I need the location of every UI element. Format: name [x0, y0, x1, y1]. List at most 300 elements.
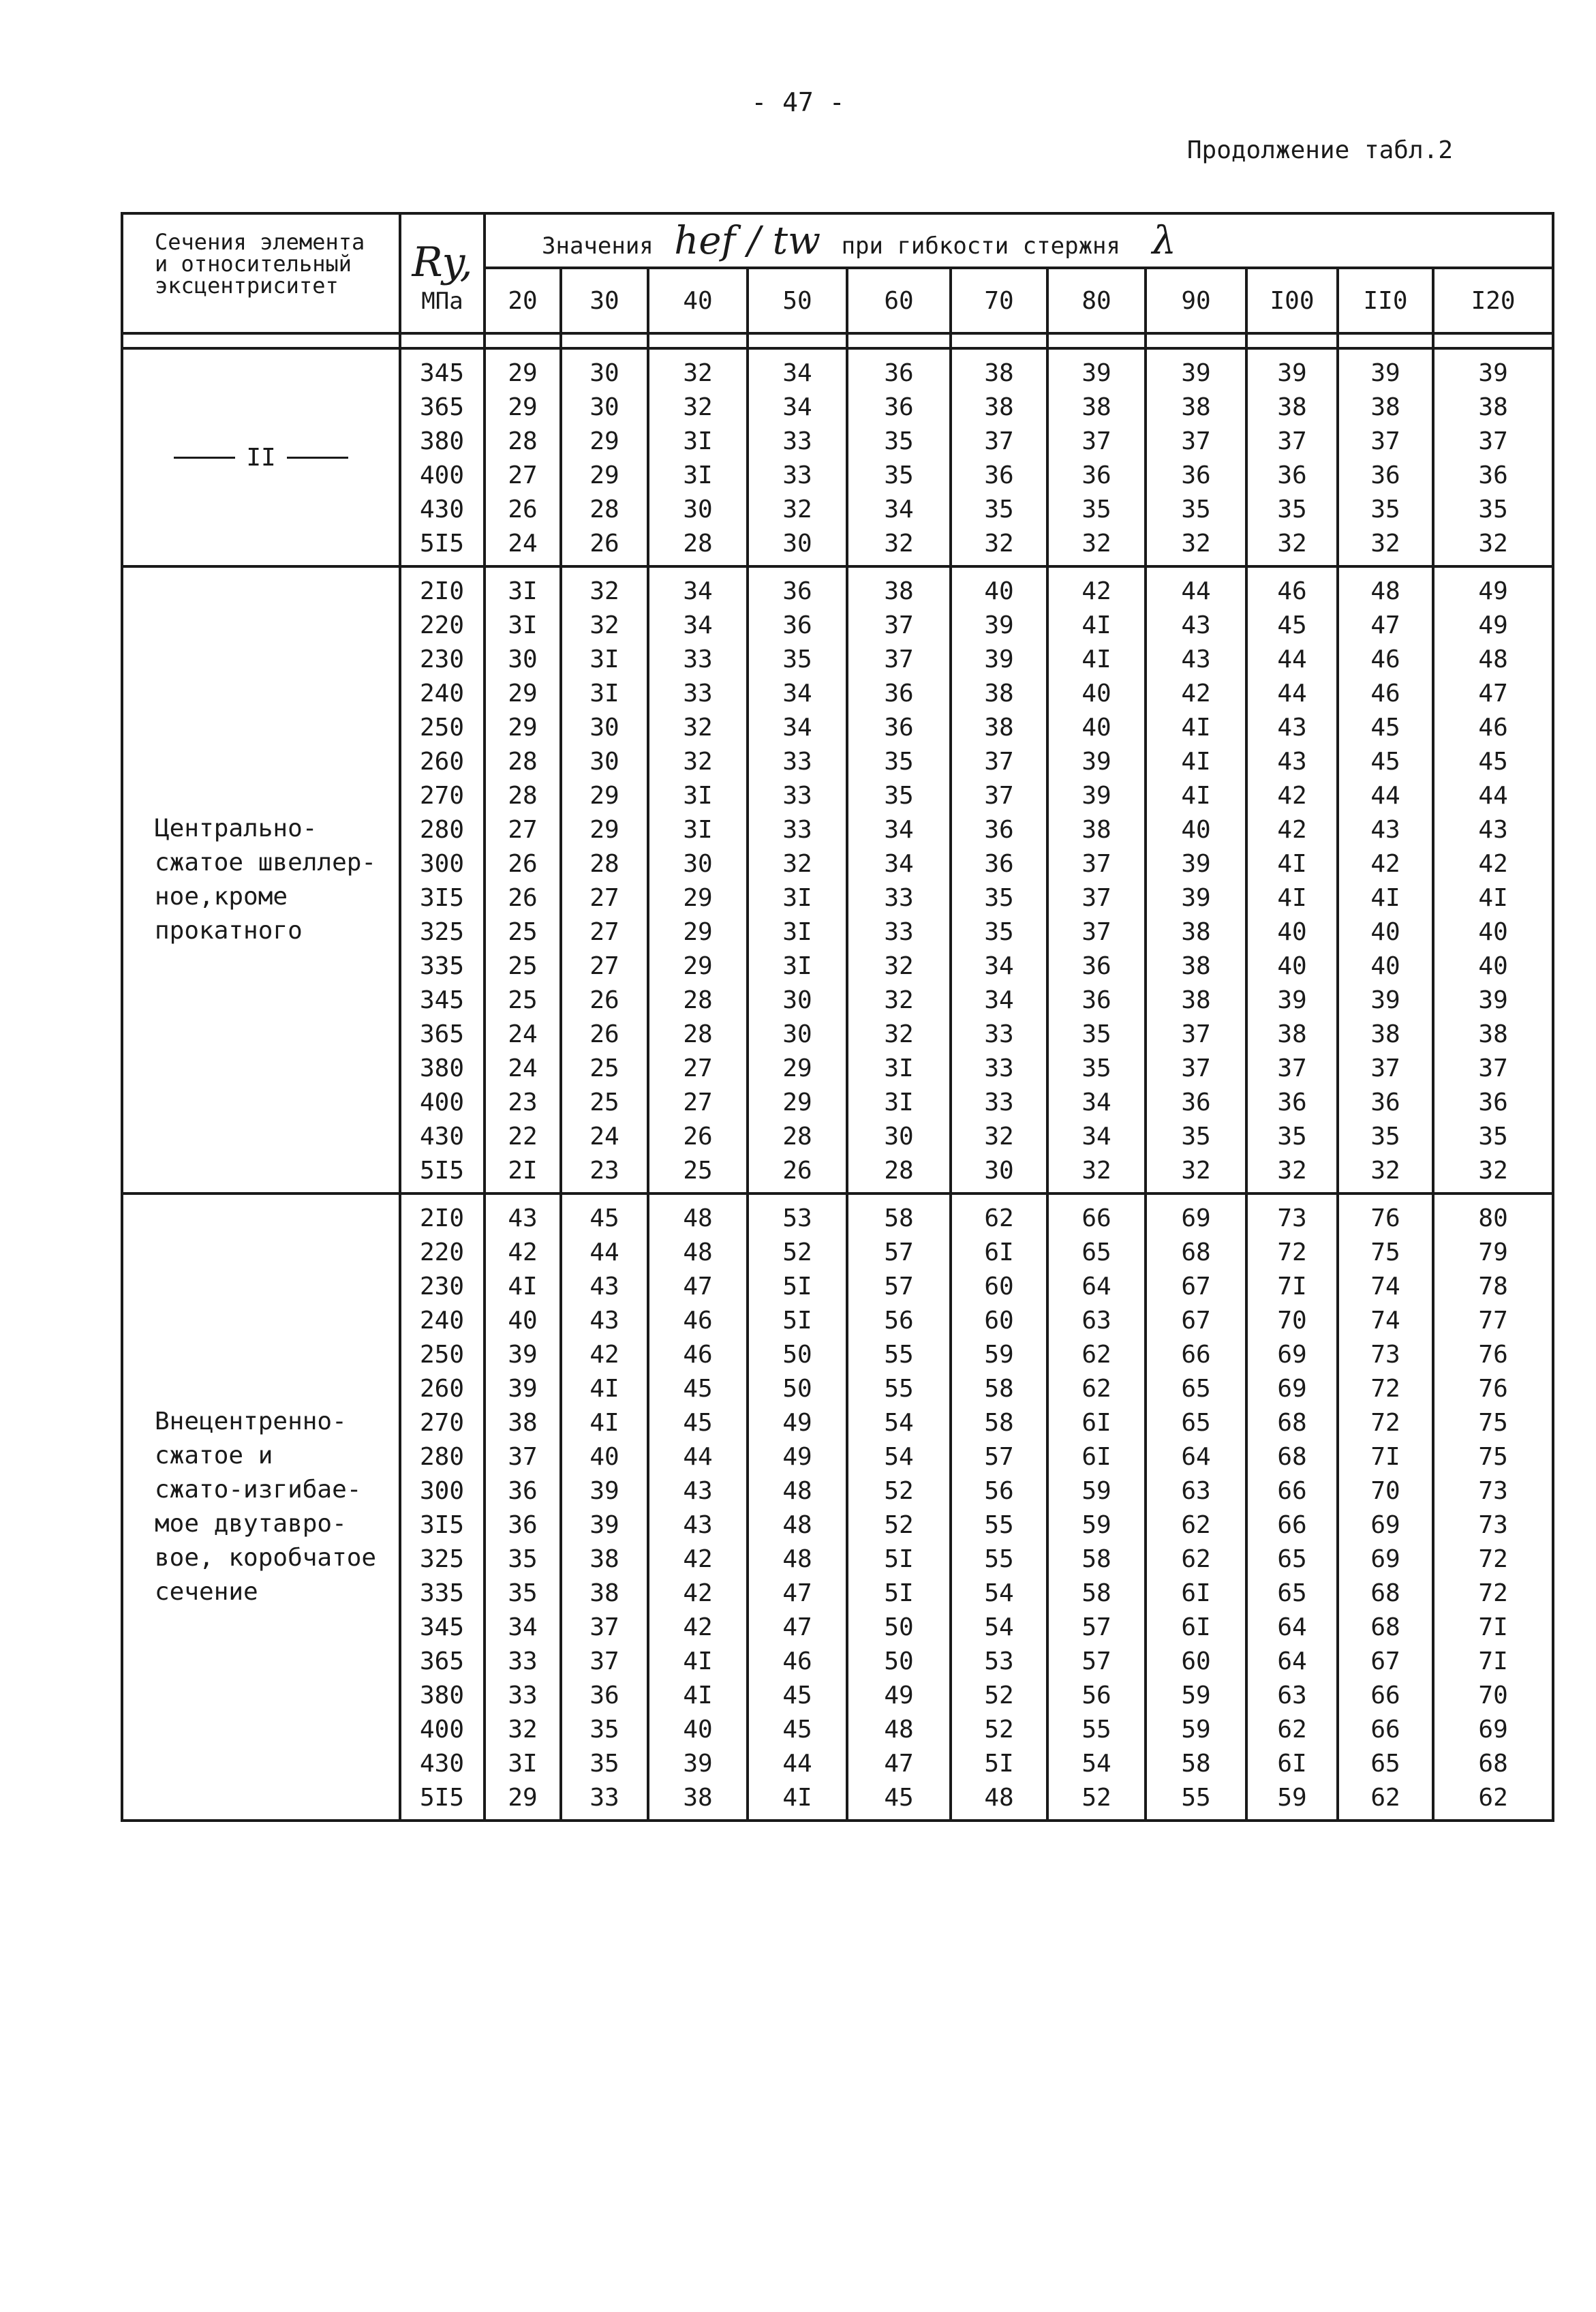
table-cell-value: 59 — [1081, 1477, 1111, 1505]
table-cell-value: 33 — [984, 1054, 1014, 1082]
table-cell-value: 38 — [984, 393, 1014, 421]
lambda-header-cell: I00 — [1246, 268, 1338, 333]
table-cell-value: 62 — [1277, 1716, 1307, 1744]
table-cell-value: 3I — [683, 461, 713, 489]
ry-value: 220 — [419, 611, 464, 639]
table-cell-value: 62 — [1370, 1784, 1400, 1812]
table-cell-value: 6I — [1277, 1750, 1307, 1778]
table-cell-value: 40 — [1478, 918, 1508, 946]
table-cell-value: 4I — [508, 1273, 538, 1300]
table-cell-value: 76 — [1370, 1204, 1400, 1232]
table-cell-value: 4I — [1181, 748, 1211, 776]
ry-value: 260 — [419, 748, 464, 776]
table-cell-value: 47 — [782, 1613, 812, 1641]
table-cell-value: 4I — [782, 1784, 812, 1812]
table-cell-value: 36 — [589, 1682, 619, 1709]
table-cell-value: 49 — [782, 1443, 812, 1471]
table-cell-value: 38 — [683, 1784, 713, 1812]
lambda-header-cell: 40 — [648, 268, 748, 333]
table-cell-value: 34 — [508, 1613, 538, 1641]
table-cell-value: 43 — [1181, 611, 1211, 639]
table-cell-value: 33 — [508, 1682, 538, 1709]
table-cell-value: 54 — [884, 1443, 914, 1471]
table-cell-value: 38 — [1277, 393, 1307, 421]
table-cell-value: 33 — [782, 782, 812, 810]
ry-value: 335 — [419, 952, 464, 980]
dash-line — [174, 457, 235, 459]
table-cell-value: 59 — [1181, 1682, 1211, 1709]
table-cell-value: 29 — [683, 918, 713, 946]
table-cell-value: 66 — [1370, 1682, 1400, 1709]
header-spacer — [122, 333, 1553, 348]
table-cell-value: 3I — [508, 577, 538, 605]
table-cell-value: 70 — [1277, 1307, 1307, 1335]
table-cell-value: 54 — [884, 1409, 914, 1437]
table-cell-value: 60 — [984, 1273, 1014, 1300]
table-cell-value: 49 — [1478, 577, 1508, 605]
value-column — [748, 566, 847, 1193]
table-cell-value: 79 — [1478, 1238, 1508, 1266]
table-cell-value: 40 — [1370, 952, 1400, 980]
table-cell-value: 38 — [1181, 986, 1211, 1014]
table-cell-value: 44 — [1370, 782, 1400, 810]
table-cell-value: 26 — [508, 884, 538, 912]
table-cell-value: 34 — [1081, 1089, 1111, 1116]
table-cell-value: 55 — [984, 1511, 1014, 1539]
table-cell-value: 3I — [782, 884, 812, 912]
header-row-top — [122, 213, 1553, 268]
dash-line — [287, 457, 348, 459]
table-cell-value: 33 — [884, 884, 914, 912]
value-column — [951, 348, 1047, 566]
table-cell-value: 27 — [683, 1054, 713, 1082]
value-column — [1338, 348, 1433, 566]
table-cell-value: 32 — [1081, 1157, 1111, 1185]
table-cell-value: 38 — [1277, 1020, 1307, 1048]
table-cell-value: 46 — [1370, 645, 1400, 673]
table-cell-value: 54 — [984, 1579, 1014, 1607]
table-cell-value: 62 — [1181, 1511, 1211, 1539]
table-cell-value: 45 — [589, 1204, 619, 1232]
table-cell-value: 28 — [683, 1020, 713, 1048]
lambda-header-cell: 50 — [748, 268, 847, 333]
table-cell-value: 6I — [1081, 1443, 1111, 1471]
ditto-mark: II — [246, 443, 276, 472]
table-cell-value: 32 — [1478, 1157, 1508, 1185]
table-cell-value: 7I — [1277, 1273, 1307, 1300]
table-cell-value: 30 — [984, 1157, 1014, 1185]
table-cell-value: 25 — [589, 1089, 619, 1116]
table-cell-value: 29 — [683, 952, 713, 980]
table-cell-value: 34 — [1081, 1123, 1111, 1151]
table-cell-value: 4I — [589, 1409, 619, 1437]
table-cell-value: 38 — [1478, 393, 1508, 421]
table-cell-value: 26 — [508, 850, 538, 878]
table-cell-value: 39 — [589, 1511, 619, 1539]
table-cell-value: 57 — [984, 1443, 1014, 1471]
table-cell-value: 57 — [1081, 1647, 1111, 1675]
table-cell-value: 29 — [589, 461, 619, 489]
table-cell-value: 33 — [782, 816, 812, 844]
table-cell-value: 36 — [1181, 461, 1211, 489]
table-cell-value: 44 — [1277, 680, 1307, 708]
table-cell-value: 29 — [782, 1089, 812, 1116]
table-cell-value: 32 — [1277, 530, 1307, 558]
table-cell-value: 56 — [884, 1307, 914, 1335]
table-cell-value: 3I — [782, 918, 812, 946]
table-cell-value: 36 — [1081, 986, 1111, 1014]
table-cell-value: 32 — [884, 952, 914, 980]
ry-column — [400, 1193, 485, 1821]
table-cell-value: 46 — [782, 1647, 812, 1675]
table-cell-value: 4I — [1081, 611, 1111, 639]
table-cell-value: 23 — [589, 1157, 619, 1185]
table-cell-value: 36 — [1478, 461, 1508, 489]
table-cell-value: 27 — [589, 918, 619, 946]
value-column — [561, 1193, 648, 1821]
table-cell-value: 42 — [508, 1238, 538, 1266]
table-cell-value: 27 — [683, 1089, 713, 1116]
ry-value: 365 — [419, 1647, 464, 1675]
table-cell-value: 36 — [1081, 461, 1111, 489]
table-cell-value: 73 — [1370, 1341, 1400, 1369]
table-cell-value: 30 — [782, 986, 812, 1014]
table-cell-value: 65 — [1181, 1409, 1211, 1437]
table-cell-value: 33 — [884, 918, 914, 946]
value-column — [748, 348, 847, 566]
table-cell-value: 44 — [1478, 782, 1508, 810]
table-cell-value: 59 — [1181, 1716, 1211, 1744]
table-cell-value: 38 — [984, 680, 1014, 708]
table-cell-value: 5I — [884, 1579, 914, 1607]
table-cell-value: 39 — [589, 1477, 619, 1505]
table-cell-value: 28 — [508, 782, 538, 810]
table-cell-value: 33 — [984, 1020, 1014, 1048]
table-cell-value: 34 — [782, 714, 812, 742]
table-cell-value: 55 — [1081, 1716, 1111, 1744]
table-cell-value: 44 — [1181, 577, 1211, 605]
table-cell-value: 6I — [1181, 1613, 1211, 1641]
header-section: Сечения элемента и относительный эксцентриситет — [122, 213, 400, 333]
table-cell-value: 2I — [508, 1157, 538, 1185]
table-cell-value: 69 — [1277, 1375, 1307, 1403]
table-cell-value: 37 — [1478, 1054, 1508, 1082]
table-cell-value: 64 — [1081, 1273, 1111, 1300]
table-cell-value: 26 — [782, 1157, 812, 1185]
table-cell-value: 34 — [683, 611, 713, 639]
table-cell-value: 42 — [683, 1545, 713, 1573]
ry-value: 300 — [419, 1477, 464, 1505]
table-cell-value: 28 — [589, 496, 619, 523]
table-cell-value: 6I — [984, 1238, 1014, 1266]
table-cell-value: 7I — [1370, 1443, 1400, 1471]
table-cell-value: 32 — [508, 1716, 538, 1744]
table-cell-value: 72 — [1370, 1409, 1400, 1437]
table-cell-value: 40 — [589, 1443, 619, 1471]
table-cell-value: 40 — [984, 577, 1014, 605]
ry-value: 220 — [419, 1238, 464, 1266]
table-cell-value: 27 — [508, 816, 538, 844]
table-cell-value: 54 — [1081, 1750, 1111, 1778]
table-cell-value: 32 — [782, 496, 812, 523]
table-cell-value: 4I — [1478, 884, 1508, 912]
table-cell-value: 63 — [1181, 1477, 1211, 1505]
table-cell-value: 43 — [589, 1273, 619, 1300]
table-cell-value: 32 — [1478, 530, 1508, 558]
table-cell-value: 30 — [782, 530, 812, 558]
table-cell-value: 42 — [1478, 850, 1508, 878]
value-column — [1433, 348, 1553, 566]
table-cell-value: 6I — [1181, 1579, 1211, 1607]
table-cell-value: 65 — [1277, 1579, 1307, 1607]
table-cell-value: 35 — [984, 496, 1014, 523]
table-cell-value: 39 — [1370, 359, 1400, 387]
table-cell-value: 45 — [683, 1375, 713, 1403]
value-column — [1338, 1193, 1433, 1821]
table-cell-value: 38 — [1370, 1020, 1400, 1048]
table-cell-value: 39 — [683, 1750, 713, 1778]
ry-value: 345 — [419, 986, 464, 1014]
value-column — [1338, 566, 1433, 1193]
ry-value: 260 — [419, 1375, 464, 1403]
table-cell-value: 46 — [683, 1341, 713, 1369]
table-cell-value: 62 — [1081, 1375, 1111, 1403]
table-cell-value: 64 — [1277, 1647, 1307, 1675]
table-cell-value: 37 — [984, 427, 1014, 455]
table-cell-value: 52 — [782, 1238, 812, 1266]
same-as-above-mark — [123, 444, 399, 472]
ry-value: 230 — [419, 1273, 464, 1300]
table-cell-value: 42 — [1370, 850, 1400, 878]
table-cell-value: 33 — [984, 1089, 1014, 1116]
lambda-header-cell: 90 — [1146, 268, 1246, 333]
table-cell-value: 45 — [1478, 748, 1508, 776]
table-cell-value: 22 — [508, 1123, 538, 1151]
section-label: Внецентренно- сжатое и сжато-изгибае- мое двутавро- вое, коробчатое сечение — [155, 1408, 377, 1606]
header-values — [485, 213, 1553, 268]
table-cell-value: 3I — [589, 680, 619, 708]
table-cell-value: 63 — [1081, 1307, 1111, 1335]
value-column — [648, 566, 748, 1193]
page-number: - 47 - — [751, 87, 845, 117]
ry-value: 5I5 — [419, 1157, 464, 1185]
ry-value: 325 — [419, 1545, 464, 1573]
table-cell-value: 30 — [782, 1020, 812, 1048]
table-cell-value: 56 — [1081, 1682, 1111, 1709]
table-cell-value: 40 — [1370, 918, 1400, 946]
table-cell-value: 70 — [1370, 1477, 1400, 1505]
table-cell-value: 44 — [683, 1443, 713, 1471]
table-cell-value: 34 — [683, 577, 713, 605]
table-cell-value: 66 — [1081, 1204, 1111, 1232]
table-cell-value: 70 — [1478, 1682, 1508, 1709]
table-cell-value: 28 — [683, 530, 713, 558]
table-cell-value: 46 — [1370, 680, 1400, 708]
ry-value: 5I5 — [419, 1784, 464, 1812]
table-cell-value: 30 — [683, 850, 713, 878]
table-cell-value: 36 — [1370, 461, 1400, 489]
table-cell-value: 44 — [1277, 645, 1307, 673]
table-cell-value: 39 — [984, 645, 1014, 673]
table-cell-value: 37 — [1277, 1054, 1307, 1082]
header-ry — [400, 213, 485, 333]
table-cell-value: 67 — [1181, 1307, 1211, 1335]
table-cell-value: 39 — [1081, 359, 1111, 387]
table-cell-value: 50 — [782, 1375, 812, 1403]
table-cell-value: 52 — [984, 1716, 1014, 1744]
table-cell-value: 35 — [884, 782, 914, 810]
ry-value: 250 — [419, 1341, 464, 1369]
table-cell-value: 39 — [1370, 986, 1400, 1014]
table-cell-value: 42 — [683, 1613, 713, 1641]
table-cell-value: 37 — [1370, 427, 1400, 455]
table-cell-value: 48 — [683, 1204, 713, 1232]
table-cell-value: 35 — [589, 1716, 619, 1744]
table-cell-value: 24 — [508, 1054, 538, 1082]
table-cell-value: 45 — [1370, 748, 1400, 776]
table-cell-value: 30 — [884, 1123, 914, 1151]
table-cell-value: 68 — [1370, 1613, 1400, 1641]
table-cell-value: 35 — [1081, 496, 1111, 523]
table-cell-value: 29 — [782, 1054, 812, 1082]
table-cell-value: 36 — [1081, 952, 1111, 980]
ry-value: 2I0 — [419, 577, 464, 605]
table-cell-value: 67 — [1370, 1647, 1400, 1675]
table-cell-value: 32 — [1181, 1157, 1211, 1185]
table-cell-value: 39 — [1081, 748, 1111, 776]
ry-value: 345 — [419, 1613, 464, 1641]
ry-value: 280 — [419, 816, 464, 844]
table-cell-value: 35 — [884, 427, 914, 455]
table-cell-value: 48 — [984, 1784, 1014, 1812]
value-column — [1146, 348, 1246, 566]
slenderness-table — [121, 212, 1554, 1822]
table-cell-value: 36 — [508, 1477, 538, 1505]
values-middle: при гибкости стержня — [841, 232, 1120, 260]
table-cell-value: 68 — [1277, 1443, 1307, 1471]
table-cell-value: 44 — [782, 1750, 812, 1778]
table-cell-value: 34 — [782, 359, 812, 387]
table-cell-value: 38 — [1081, 816, 1111, 844]
value-column — [1246, 1193, 1338, 1821]
value-column — [561, 348, 648, 566]
table-cell-value: 55 — [1181, 1784, 1211, 1812]
table-cell-value: 59 — [1277, 1784, 1307, 1812]
value-column — [1433, 566, 1553, 1193]
table-cell-value: 29 — [683, 884, 713, 912]
table-cell-value: 66 — [1181, 1341, 1211, 1369]
table-cell-value: 68 — [1370, 1579, 1400, 1607]
ry-unit: МПа — [421, 288, 463, 315]
table-cell-value: 24 — [508, 1020, 538, 1048]
table-cell-value: 58 — [884, 1204, 914, 1232]
table-cell-value: 35 — [1370, 496, 1400, 523]
table-cell-value: 66 — [1277, 1511, 1307, 1539]
table-cell-value: 25 — [508, 918, 538, 946]
section-group — [122, 348, 1553, 566]
table-cell-value: 28 — [683, 986, 713, 1014]
table-cell-value: 3I — [589, 645, 619, 673]
table-cell-value: 27 — [589, 952, 619, 980]
table-cell-value: 47 — [1370, 611, 1400, 639]
table-cell-value: 37 — [884, 645, 914, 673]
table-cell-value: 49 — [884, 1682, 914, 1709]
table-cell-value: 37 — [1081, 918, 1111, 946]
table-cell-value: 42 — [1181, 680, 1211, 708]
ry-column — [400, 566, 485, 1193]
ry-value: 250 — [419, 714, 464, 742]
table-cell-value: 26 — [589, 1020, 619, 1048]
table-cell-value: 38 — [984, 359, 1014, 387]
table-cell-value: 32 — [782, 850, 812, 878]
table-cell-value: 36 — [782, 577, 812, 605]
ry-column — [400, 348, 485, 566]
table-cell-value: 39 — [1181, 884, 1211, 912]
table-cell-value: 30 — [508, 645, 538, 673]
table-cell-value: 38 — [589, 1579, 619, 1607]
table-cell-value: 43 — [683, 1511, 713, 1539]
table-cell-value: 38 — [884, 577, 914, 605]
table-cell-value: 50 — [884, 1647, 914, 1675]
table-cell-value: 45 — [782, 1716, 812, 1744]
table-cell-value: 75 — [1478, 1443, 1508, 1471]
table-cell-value: 43 — [589, 1307, 619, 1335]
table-cell-value: 39 — [1478, 986, 1508, 1014]
table-cell-value: 48 — [782, 1477, 812, 1505]
table-cell-value: 32 — [683, 714, 713, 742]
table-cell-value: 69 — [1277, 1341, 1307, 1369]
table-cell-value: 75 — [1370, 1238, 1400, 1266]
table-cell-value: 23 — [508, 1089, 538, 1116]
table-cell-value: 42 — [1277, 816, 1307, 844]
table-cell-value: 62 — [984, 1204, 1014, 1232]
value-column — [1047, 348, 1146, 566]
table-cell-value: 55 — [884, 1375, 914, 1403]
table-cell-value: 57 — [1081, 1613, 1111, 1641]
table-cell-value: 28 — [508, 427, 538, 455]
ry-value: 345 — [419, 359, 464, 387]
table-cell-value: 4I — [1277, 884, 1307, 912]
table-cell-value: 43 — [1181, 645, 1211, 673]
table-cell-value: 45 — [884, 1784, 914, 1812]
value-column — [561, 566, 648, 1193]
table-cell-value: 25 — [508, 986, 538, 1014]
table-cell-value: 33 — [782, 461, 812, 489]
table-cell-value: 59 — [984, 1341, 1014, 1369]
table-cell-value: 34 — [884, 816, 914, 844]
table-cell-value: 3I — [884, 1054, 914, 1082]
table-cell-value: 75 — [1478, 1409, 1508, 1437]
value-column — [1246, 348, 1338, 566]
table-cell-value: 34 — [782, 680, 812, 708]
table-cell-value: 3I — [508, 611, 538, 639]
lambda-header-cell: 20 — [485, 268, 561, 333]
table-cell-value: 4I — [1370, 884, 1400, 912]
table-cell-value: 35 — [884, 461, 914, 489]
table-cell-value: 73 — [1478, 1511, 1508, 1539]
table-cell-value: 55 — [984, 1545, 1014, 1573]
table-cell-value: 74 — [1370, 1307, 1400, 1335]
value-column — [847, 348, 951, 566]
table-cell-value: 76 — [1478, 1341, 1508, 1369]
table-cell-value: 35 — [1277, 1123, 1307, 1151]
table-cell-value: 64 — [1181, 1443, 1211, 1471]
ry-value: 400 — [419, 1716, 464, 1744]
ry-value: 3I5 — [419, 1511, 464, 1539]
table-cell-value: 47 — [782, 1579, 812, 1607]
table-cell-value: 28 — [589, 850, 619, 878]
table-cell-value: 35 — [508, 1545, 538, 1573]
